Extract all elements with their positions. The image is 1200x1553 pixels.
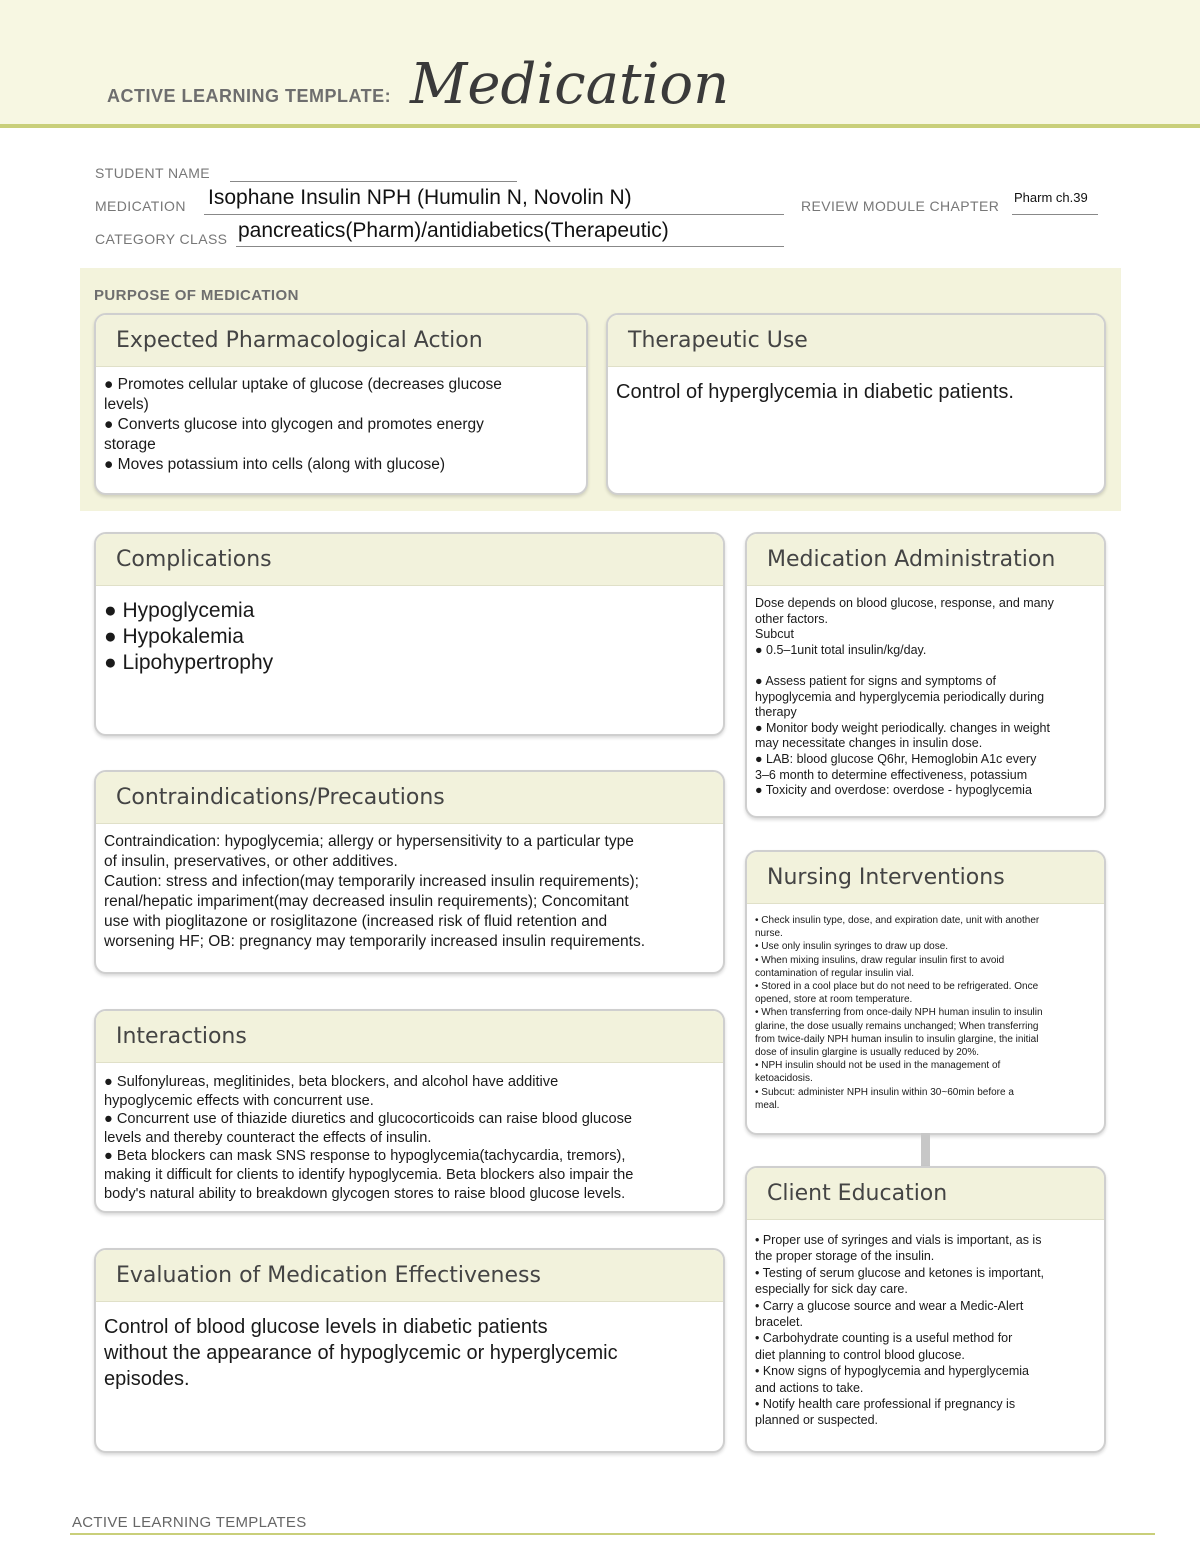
text-line: • Use only insulin syringes to draw up dose. [755, 941, 949, 953]
text-line: 3–6 month to determine effectiveness, potassium [755, 767, 1028, 782]
text-line: Caution: stress and infection(may temporarily increased insulin requirements); [104, 873, 639, 890]
review-module-label: REVIEW MODULE CHAPTER [801, 198, 1000, 214]
complications-box [94, 532, 725, 736]
text-line: • Notify health care professional if pregnancy is [755, 1397, 1016, 1412]
category-class-field[interactable]: pancreatics(Pharm)/antidiabetics(Therapeutic) [238, 219, 669, 242]
text-line: the proper storage of the insulin. [755, 1249, 935, 1264]
text-line: ● Hypoglycemia [104, 599, 255, 622]
text-line: dose of insulin glargine is usually reduced by 20%. [755, 1047, 980, 1059]
nursing-interventions-box [745, 850, 1106, 1135]
text-line: nurse. [755, 928, 783, 940]
text-line: other factors. [755, 611, 828, 626]
footer-divider [70, 1533, 1155, 1535]
text-line: • Carry a glucose source and wear a Medic-Alert [755, 1298, 1024, 1313]
therapeutic-use-title: Therapeutic Use [608, 315, 1104, 367]
therapeutic-use-box [606, 313, 1106, 495]
text-line: diet planning to control blood glucose. [755, 1347, 965, 1362]
expected-action-box [94, 313, 588, 495]
medication-field[interactable]: Isophane Insulin NPH (Humulin N, Novolin N) [208, 186, 632, 209]
text-line: ● 0.5–1unit total insulin/kg/day. [755, 642, 927, 657]
contraindications-box [94, 770, 725, 974]
text-line: ● Toxicity and overdose: overdose - hypoglycemia [755, 783, 1032, 798]
purpose-label: PURPOSE OF MEDICATION [94, 287, 299, 304]
student-name-line[interactable] [230, 181, 517, 182]
text-line: planned or suspected. [755, 1413, 879, 1428]
text-line: hypoglycemia and hyperglycemia periodically during [755, 689, 1045, 704]
text-line: body's natural ability to breakdown glycogen stores to raise blood glucose levels. [104, 1185, 626, 1202]
client-education-box [745, 1166, 1106, 1453]
evaluation-content[interactable] [96, 1302, 723, 1392]
text-line: • Carbohydrate counting is a useful method for [755, 1331, 1013, 1346]
text-line: • Stored in a cool place but do not need to be refrigerated. Once [755, 981, 1039, 993]
text-line: ● Beta blockers can mask SNS response to hypoglycemia(tachycardia, tremors), [104, 1148, 626, 1165]
nursing-interventions-title: Nursing Interventions [747, 852, 1104, 904]
text-line: and actions to take. [755, 1380, 864, 1395]
therapeutic-use-content[interactable] [608, 367, 1104, 405]
text-line: episodes. [104, 1368, 190, 1390]
text-line: Control of hyperglycemia in diabetic patients. [616, 381, 1014, 403]
expected-action-title: Expected Pharmacological Action [96, 315, 586, 367]
complications-title: Complications [96, 534, 723, 586]
text-line: therapy [755, 705, 797, 720]
text-line: bracelet. [755, 1315, 803, 1330]
complications-content[interactable] [96, 586, 723, 676]
text-line: • Subcut: administer NPH insulin within 30~60min before a [755, 1086, 1014, 1098]
text-line: ● Monitor body weight periodically. changes in weight [755, 720, 1050, 735]
text-line: ● Sulfonylureas, meglitinides, beta blockers, and alcohol have additive [104, 1074, 559, 1090]
medication-administration-box [745, 532, 1106, 818]
evaluation-title: Evaluation of Medication Effectiveness [96, 1250, 723, 1302]
text-line: Subcut [755, 627, 794, 642]
text-line: of insulin, preservatives, or other additives. [104, 853, 398, 870]
text-line: • When mixing insulins, draw regular insulin first to avoid [755, 954, 1005, 966]
category-class-label: CATEGORY CLASS [95, 231, 228, 247]
text-line: • NPH insulin should not be used in the management of [755, 1060, 1001, 1072]
nursing-interventions-content[interactable] [747, 904, 1104, 1112]
text-line: ● Concurrent use of thiazide diuretics and glucocorticoids can raise blood glucose [104, 1111, 632, 1128]
text-line: ● Converts glucose into glycogen and promotes energy [104, 416, 484, 433]
text-line: use with pioglitazone or rosiglitazone (increased risk of fluid retention and [104, 913, 608, 930]
text-line: ● Lipohypertrophy [104, 651, 274, 674]
text-line: • Know signs of hypoglycemia and hyperglycemia [755, 1364, 1029, 1379]
text-line: ● Assess patient for signs and symptoms of [755, 673, 996, 688]
contraindications-content[interactable] [96, 824, 723, 952]
text-line: ● Promotes cellular uptake of glucose (decreases glucose [104, 376, 502, 393]
text-line: opened, store at room temperature. [755, 994, 913, 1006]
text-line: making it difficult for clients to identify hypoglycemia. Beta blockers also impair the [104, 1166, 634, 1183]
text-line: glarine, the dose usually remains unchanged; When transferring [755, 1020, 1039, 1032]
text-line: hypoglycemic effects with concurrent use. [104, 1092, 374, 1109]
text-line: ● Hypokalemia [104, 625, 244, 648]
interactions-title: Interactions [96, 1011, 723, 1063]
student-name-label: STUDENT NAME [95, 165, 210, 181]
contraindications-title: Contraindications/Precautions [96, 772, 723, 824]
interactions-box [94, 1009, 725, 1213]
expected-action-content[interactable] [96, 367, 586, 475]
text-line: ● Moves potassium into cells (along with glucose) [104, 456, 446, 473]
text-line: from twice-daily NPH human insulin to insulin glargine, the initial [755, 1033, 1039, 1045]
text-line: • When transferring from once-daily NPH human insulin to insulin [755, 1007, 1043, 1019]
text-line: storage [104, 436, 156, 453]
text-line: contamination of regular insulin vial. [755, 967, 914, 979]
text-line: Contraindication: hypoglycemia; allergy or hypersensitivity to a particular type [104, 833, 634, 850]
medication-line [204, 214, 784, 215]
category-class-line [236, 246, 784, 247]
review-module-field[interactable]: Pharm ch.39 [1014, 190, 1088, 205]
template-label: ACTIVE LEARNING TEMPLATE: [107, 86, 392, 106]
text-line: worsening HF; OB: pregnancy may temporarily increased insulin requirements. [104, 933, 646, 950]
interactions-content[interactable] [96, 1063, 723, 1203]
footer-label: ACTIVE LEARNING TEMPLATES [72, 1514, 307, 1531]
text-line: meal. [755, 1099, 780, 1111]
text-line: • Proper use of syringes and vials is important, as is [755, 1233, 1042, 1247]
evaluation-box [94, 1248, 725, 1453]
text-line: • Check insulin type, dose, and expiration date, unit with another [755, 915, 1040, 926]
text-line: levels and thereby counteract the effects of insulin. [104, 1129, 432, 1146]
text-line: especially for sick day care. [755, 1282, 908, 1297]
medication-administration-title: Medication Administration [747, 534, 1104, 586]
text-line: • Testing of serum glucose and ketones is important, [755, 1265, 1045, 1280]
medication-administration-content[interactable] [747, 586, 1104, 799]
text-line: levels) [104, 396, 149, 413]
page-title: Medication [410, 52, 730, 117]
client-education-content[interactable] [747, 1220, 1104, 1429]
connector-bar [921, 1133, 930, 1167]
client-education-title: Client Education [747, 1168, 1104, 1220]
text-line [755, 658, 1096, 674]
text-line: without the appearance of hypoglycemic or hyperglycemic [104, 1342, 618, 1364]
text-line: ● LAB: blood glucose Q6hr, Hemoglobin A1c every [755, 751, 1037, 766]
text-line: Control of blood glucose levels in diabetic patients [104, 1316, 548, 1338]
text-line: may necessitate changes in insulin dose. [755, 736, 983, 751]
text-line: ketoacidosis. [755, 1073, 813, 1085]
text-line: renal/hepatic impariment(may decreased insulin requirements); Concomitant [104, 893, 629, 910]
medication-label: MEDICATION [95, 198, 186, 214]
review-module-line [1012, 214, 1098, 215]
text-line: Dose depends on blood glucose, response, and many [755, 596, 1054, 610]
